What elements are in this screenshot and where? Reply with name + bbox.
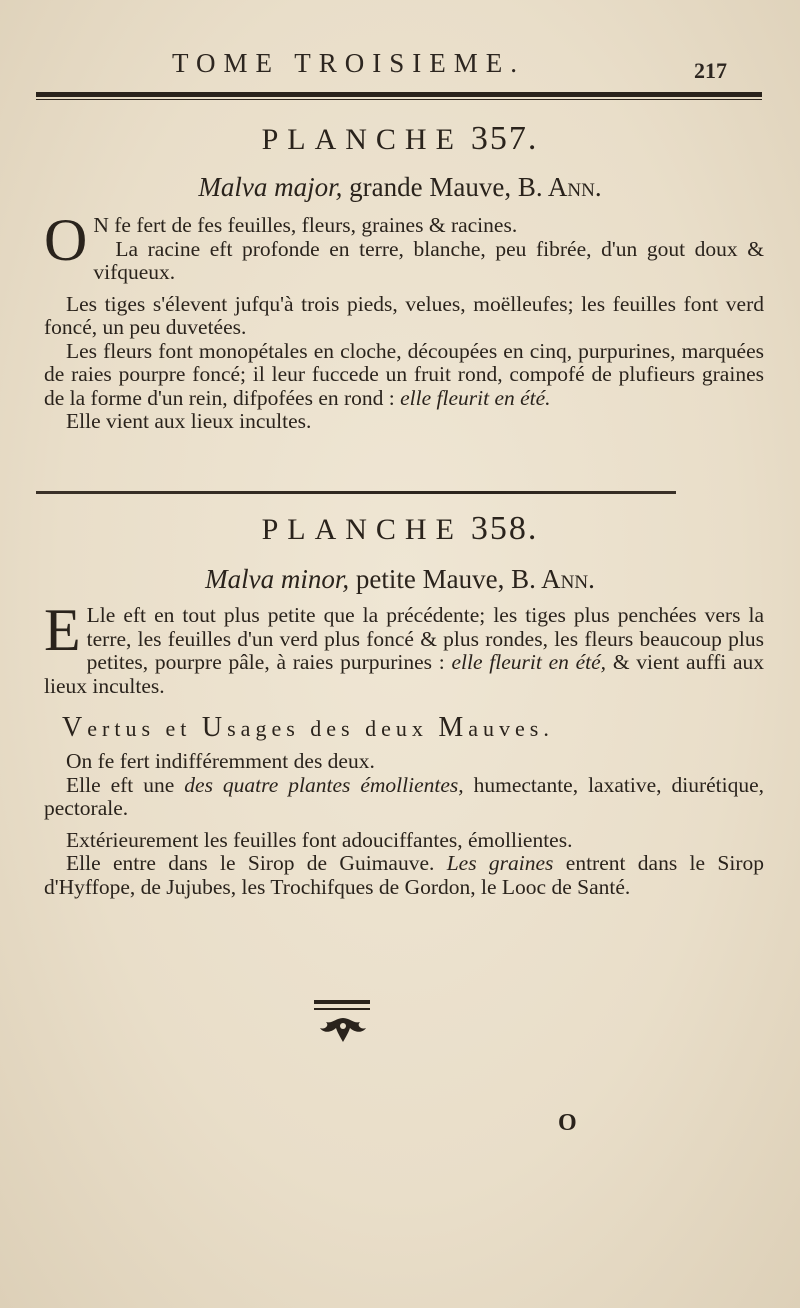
paragraph-text: Elle vient aux lieux incultes.	[66, 409, 312, 433]
paragraph	[44, 238, 764, 285]
paragraph-text: Elle entre dans le Sirop de Guimauve.	[66, 851, 435, 875]
fleuron-ornament	[316, 1014, 370, 1044]
page-number: 217	[694, 58, 727, 83]
paragraph-text: La racine eft profonde en terre, blanche, peu fibrée, d'un gout doux & vifqueux.	[93, 236, 764, 284]
paragraph-text: On fe fert indifféremment des deux.	[66, 749, 375, 773]
paragraph-text: Lle eft en tout plus petite que la précédente; les tiges plus penchées vers la terre, les feuilles d'un verd plus foncé & plus rondes, les fleurs beaucoup plus petites, pourpre pâle, à raies purpurines :	[86, 603, 764, 674]
paragraph	[44, 293, 764, 340]
paragraph	[44, 750, 764, 774]
heading-initial: U	[201, 712, 228, 743]
plate-title-357	[0, 120, 800, 158]
french-name: petite Mauve,	[355, 564, 505, 594]
heading-text: auves.	[468, 716, 554, 741]
paragraph	[44, 774, 764, 821]
plate-title-358	[0, 510, 800, 548]
paragraph	[44, 852, 764, 899]
latin-name: Malva major,	[198, 172, 343, 202]
heading-initial: V	[62, 712, 88, 743]
plant-name-357	[0, 172, 800, 203]
paragraph	[44, 410, 764, 434]
drop-cap: E	[44, 597, 81, 663]
paragraph-text: & vient auffi aux lieux incultes.	[44, 650, 765, 698]
paragraph-text: Extérieurement les feuilles font adouciffantes, émollientes.	[66, 827, 573, 852]
paragraph	[44, 340, 764, 411]
latin-name: Malva minor,	[205, 564, 350, 594]
plant-name-358	[0, 564, 800, 595]
botanical-reference: B. Ann.	[517, 172, 602, 202]
plate-358-description	[44, 597, 765, 698]
botanical-reference: B. Ann.	[511, 564, 595, 594]
plate-number: 358.	[470, 510, 539, 547]
paragraph-text: Elle eft une	[66, 772, 175, 797]
ornament-bar	[314, 1008, 370, 1010]
italic-text: elle fleurit en été.	[400, 385, 551, 410]
paragraph-text: N fe fert de fes feuilles, fleurs, graines & racines.	[93, 213, 518, 237]
heading-text: ertus et	[87, 716, 202, 741]
paragraph-text: Les tiges s'élevent jufqu'à trois pieds, velues, moëlleufes; les feuilles font verd foncé, un peu duvetées.	[44, 291, 764, 339]
header-rule	[36, 92, 762, 100]
italic-text: des quatre plantes émollientes,	[184, 772, 464, 797]
heading-initial: M	[438, 712, 469, 743]
plate-357-description	[44, 207, 764, 434]
running-head: TOME TROISIEME.	[172, 48, 526, 78]
italic-text: elle fleurit en été,	[451, 650, 607, 674]
section-divider	[36, 491, 676, 494]
paragraph-text: entrent dans le Sirop d'Hyffope, de Jujubes, les Trochifques de Gordon, le Looc de Santé.	[44, 851, 765, 899]
paragraph	[44, 597, 765, 698]
paragraph	[44, 829, 764, 853]
section-heading-vertus	[62, 712, 762, 744]
french-name: grande Mauve,	[349, 172, 512, 202]
paragraph-text: humectante, laxative, diurétique, pectorale.	[44, 772, 765, 820]
plate-number: 357.	[470, 120, 539, 157]
italic-text: Les graines	[446, 851, 554, 875]
ornament-rule	[314, 1000, 370, 1014]
signature-mark: O	[558, 1110, 577, 1136]
heading-text: sages des deux	[227, 716, 439, 741]
plate-label: PLANCHE	[261, 513, 463, 546]
drop-cap: O	[44, 207, 88, 273]
paragraph-text: Les fleurs font monopétales en cloche, découpées en cinq, purpurines, marquées de raies pourpre foncé; il leur fuccede un fruit rond, compofé de plufieurs graines de la forme d'un rein, difpofées en rond :	[44, 338, 764, 410]
ornament-bar	[314, 1000, 370, 1004]
vertus-text	[44, 750, 764, 899]
plate-label: PLANCHE	[261, 123, 463, 156]
